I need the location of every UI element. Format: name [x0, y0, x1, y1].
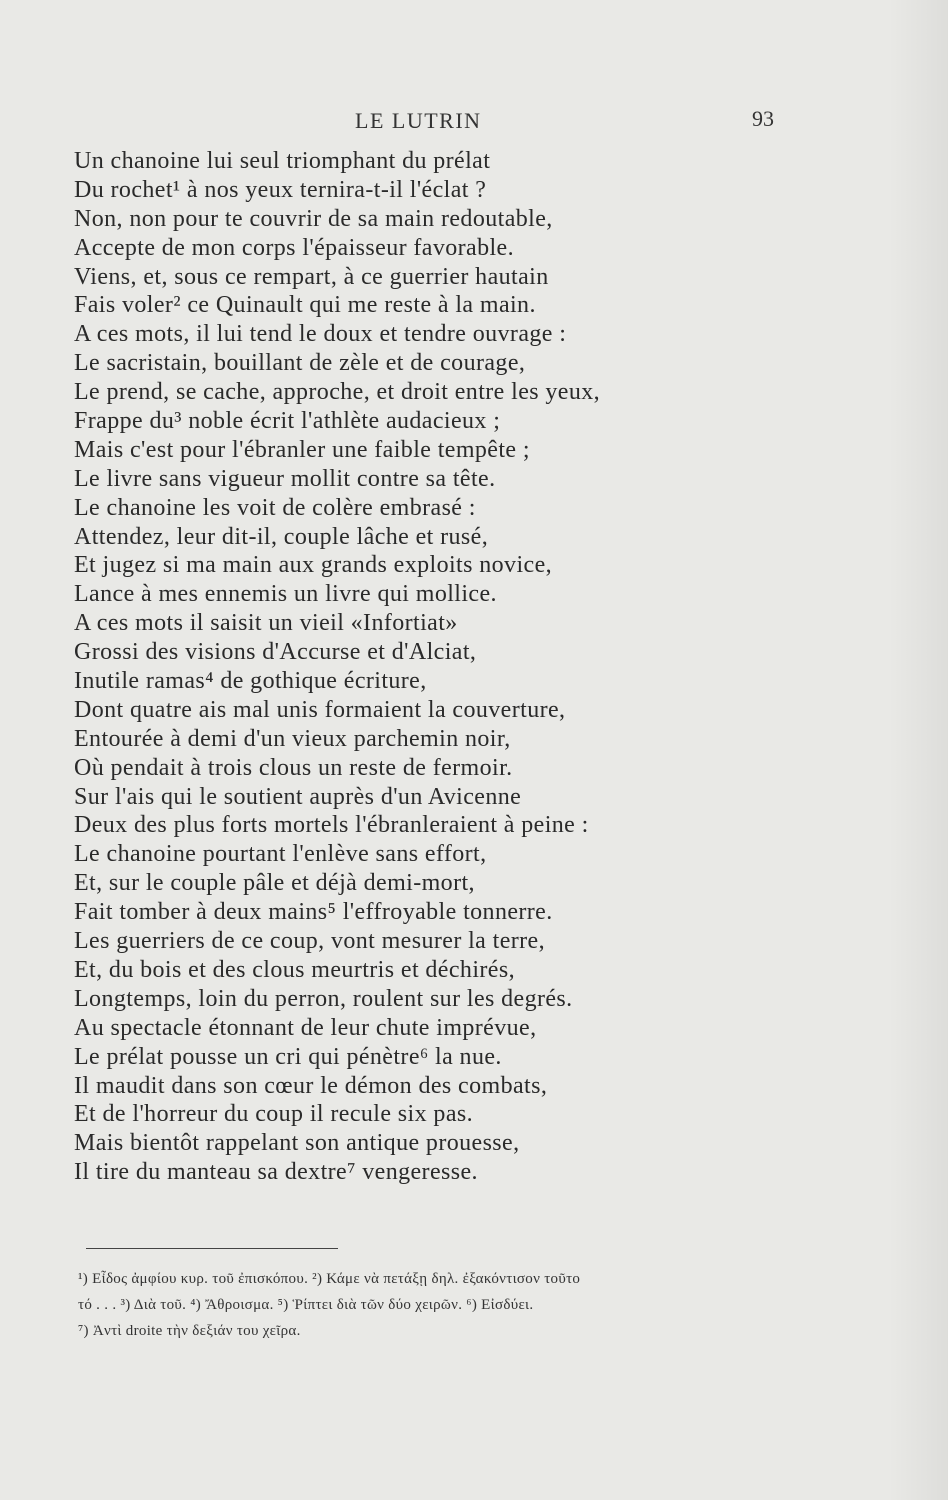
- running-title: LE LUTRIN: [355, 108, 482, 133]
- verse-line: Entourée à demi d'un vieux parchemin noir,: [74, 725, 511, 752]
- verse-line: Mais bientôt rappelant son antique prouesse,: [74, 1130, 520, 1157]
- footnote-line: ¹) Εἶδος ἀμφίου κυρ. τοῦ ἐπισκόπου. ²) Κάμε νὰ πετάξῃ δηλ. ἐξακόντισον τοῦτο: [78, 1271, 581, 1287]
- footnote-line: τό . . . ³) Διὰ τοῦ. ⁴) Ἄθροισμα. ⁵) Ῥίπτει διὰ τῶν δύο χειρῶν. ⁶) Εἰσδύει.: [78, 1297, 534, 1313]
- page-number: 93: [752, 106, 774, 131]
- verse-line: Accepte de mon corps l'épaisseur favorable.: [74, 234, 515, 261]
- verse-line: Grossi des visions d'Accurse et d'Alciat,: [74, 639, 477, 666]
- verse-line: Et, du bois et des clous meurtris et déchirés,: [74, 956, 515, 983]
- verse-line: Non, non pour te couvrir de sa main redoutable,: [74, 205, 553, 232]
- verse-line: Viens, et, sous ce rempart, à ce guerrier hautain: [74, 263, 549, 290]
- verse-line: Inutile ramas⁴ de gothique écriture,: [74, 668, 427, 695]
- footnote-line: ⁷) Ἀντὶ droite τὴν δεξιάν του χεῖρα.: [78, 1323, 301, 1339]
- poem-text: [74, 147, 754, 1187]
- page-edge-shadow: [888, 0, 948, 1500]
- verse-line: Il tire du manteau sa dextre⁷ vengeresse.: [74, 1159, 478, 1186]
- verse-line: A ces mots, il lui tend le doux et tendre ouvrage :: [74, 321, 567, 348]
- verse-line: Mais c'est pour l'ébranler une faible tempête ;: [74, 436, 530, 463]
- verse-line: Longtemps, loin du perron, roulent sur les degrés.: [74, 985, 573, 1012]
- verse-line: Le chanoine pourtant l'enlève sans effort,: [74, 841, 487, 868]
- verse-line: Deux des plus forts mortels l'ébranleraient à peine :: [74, 812, 589, 839]
- verse-line: Le sacristain, bouillant de zèle et de courage,: [74, 350, 526, 377]
- verse-line: Le chanoine les voit de colère embrasé :: [74, 494, 476, 521]
- verse-line: A ces mots il saisit un vieil «Infortiat»: [74, 610, 458, 637]
- verse-line: Et, sur le couple pâle et déjà demi-mort,: [74, 870, 475, 897]
- verse-line: Le prend, se cache, approche, et droit entre les yeux,: [74, 379, 601, 406]
- verse-line: Attendez, leur dit-il, couple lâche et rusé,: [74, 523, 489, 550]
- verse-line: Un chanoine lui seul triomphant du prélat: [74, 148, 491, 174]
- verse-line: Dont quatre ais mal unis formaient la couverture,: [74, 696, 566, 723]
- verse-line: Et de l'horreur du coup il recule six pas.: [74, 1101, 474, 1128]
- verse-line: Sur l'ais qui le soutient auprès d'un Avicenne: [74, 783, 522, 810]
- verse-line: Et jugez si ma main aux grands exploits novice,: [74, 552, 553, 579]
- footnotes: [78, 1266, 808, 1344]
- verse-line: Fais voler² ce Quinault qui me reste à la main.: [74, 292, 536, 319]
- verse-line: Le livre sans vigueur mollit contre sa tête.: [74, 465, 496, 492]
- verse-line: Les guerriers de ce coup, vont mesurer la terre,: [74, 928, 545, 955]
- verse-line: Fait tomber à deux mains⁵ l'effroyable tonnerre.: [74, 899, 553, 926]
- verse-line: Le prélat pousse un cri qui pénètre⁶ la nue.: [74, 1043, 502, 1070]
- verse-line: Au spectacle étonnant de leur chute imprévue,: [74, 1014, 537, 1041]
- verse-line: Il maudit dans son cœur le démon des combats,: [74, 1072, 548, 1099]
- verse-line: Du rochet¹ à nos yeux ternira-t-il l'éclat ?: [74, 176, 487, 203]
- footnote-separator: [86, 1248, 338, 1249]
- verse-line: Où pendait à trois clous un reste de fermoir.: [74, 754, 513, 781]
- verse-line: Lance à mes ennemis un livre qui mollice.: [74, 581, 497, 608]
- verse-line: Frappe du³ noble écrit l'athlète audacieux ;: [74, 408, 501, 435]
